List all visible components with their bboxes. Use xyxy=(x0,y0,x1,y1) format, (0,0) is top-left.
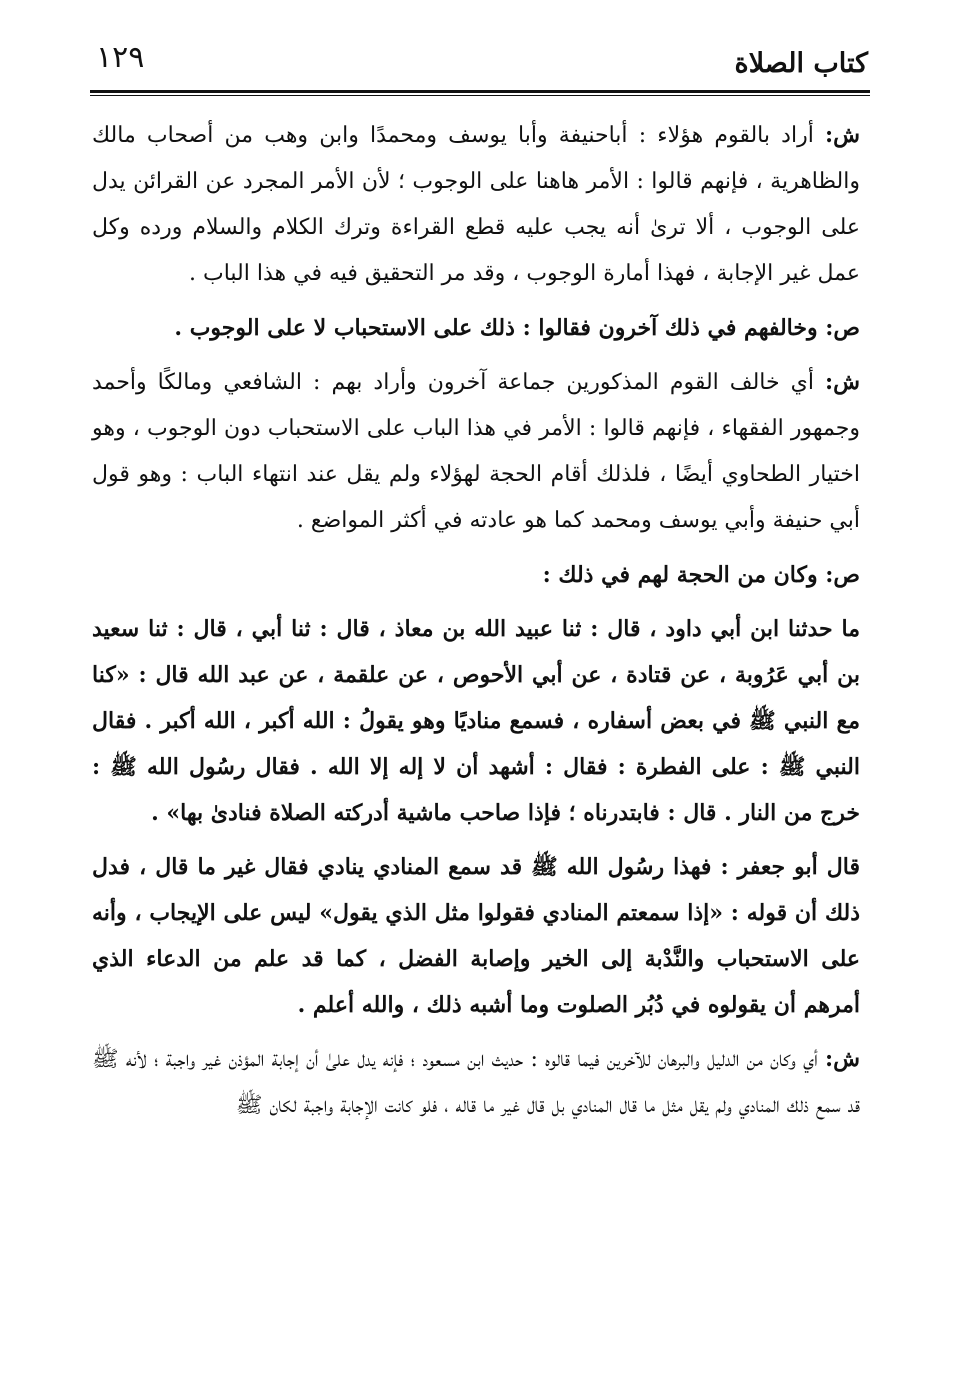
paragraph-tag: ش: xyxy=(825,122,860,148)
commentary-paragraph xyxy=(92,112,860,297)
matn-paragraph xyxy=(92,552,860,598)
paragraph-text: وخالفهم في ذلك آخرون فقالوا : ذلك على الاستحباب لا على الوجوب . xyxy=(174,315,818,341)
header-rule-thick xyxy=(90,90,870,93)
book-title: كتاب الصلاة xyxy=(734,48,868,79)
paragraph-tag: ش: xyxy=(825,369,860,395)
paragraph-tag: ش: xyxy=(825,1046,860,1072)
paragraph-text: ما حدثنا ابن أبي داود ، قال : ثنا عبيد الله بن معاذ ، قال : ثنا أبي ، قال : ثنا سعيد بن أبي عَرُوبة ، عن قتادة ، عن أبي الأحوص ، عن علقمة ، عن عبد الله قال : «كنا مع النبي ﷺ في بعض أسفاره ، فسمع مناديًا وهو يقولُ : الله أكبر ، الله أكبر . فقال النبي ﷺ : على الفطرة : فقال : أشهد أن لا إله إلا الله . فقال رسُول الله ﷺ : خرج من النار . قال : فابتدرناه ؛ فإذا صاحب ماشية أدركته الصلاة فنادىٰ بها» . xyxy=(92,616,860,826)
page-number: ١٢٩ xyxy=(96,40,145,75)
header-rule-thin xyxy=(90,95,870,96)
page-body xyxy=(92,112,860,1137)
paragraph-tag: ص: xyxy=(825,562,860,588)
page-header xyxy=(90,38,870,96)
paragraph-text: أي وكان من الدليل والبرهان للآخرين فيما قالوه : حديث ابن مسعود ؛ فإنه يدل علىٰ أن إجابة المؤذن غير واجبة ؛ لأنه ﷺ قد سمع ذلك المنادي ولم يقل مثل ما قال المنادي بل قال غير ما قاله ، فلو كانت الإجابة واجبة لكان ﷺ xyxy=(92,1047,860,1118)
matn-paragraph xyxy=(92,305,860,351)
commentary-paragraph xyxy=(92,359,860,544)
hadith-paragraph xyxy=(92,606,860,836)
paragraph-text: قال أبو جعفر : فهذا رسُول الله ﷺ قد سمع المنادي ينادي فقال غير ما قال ، فدل ذلك أن قوله : «إذا سمعتم المنادي فقولوا مثل الذي يقول» ليس على الإيجاب ، وأنه على الاستحباب والنَّدْبة إلى الخير وإصابة الفضل ، كما قد علم من الدعاء الذي أمرهم أن يقولوه في دُبُر الصلوت وما أشبه ذلك ، والله أعلم . xyxy=(92,854,860,1018)
paragraph-text: وكان من الحجة لهم في ذلك : xyxy=(542,562,818,588)
commentary-paragraph xyxy=(92,1036,860,1129)
paragraph-text: أي خالف القوم المذكورين جماعة آخرون وأراد بهم : الشافعي ومالكًا وأحمد وجمهور الفقهاء ، فإنهم قالوا : الأمر في هذا الباب على الاستحباب دون الوجوب ، وهو اختيار الطحاوي أيضًا ، فلذلك أقام الحجة لهؤلاء ولم يقل عند انتهاء الباب : وهو قول أبي حنيفة وأبي يوسف ومحمد كما هو عادته في أكثر المواضع . xyxy=(92,370,860,533)
matn-paragraph xyxy=(92,844,860,1028)
paragraph-text: أراد بالقوم هؤلاء : أباحنيفة وأبا يوسف ومحمدًا وابن وهب من أصحاب مالك والظاهرية ، فإنهم قالوا : الأمر هاهنا على الوجوب ؛ لأن الأمر المجرد عن القرائن يدل على الوجوب ، ألا ترىٰ أنه يجب عليه قطع القراءة وترك الكلام والسلام ورده وكل عمل غير الإجابة ، فهذا أمارة الوجوب ، وقد مر التحقيق فيه في هذا الباب . xyxy=(92,123,860,286)
paragraph-tag: ص: xyxy=(825,315,860,341)
